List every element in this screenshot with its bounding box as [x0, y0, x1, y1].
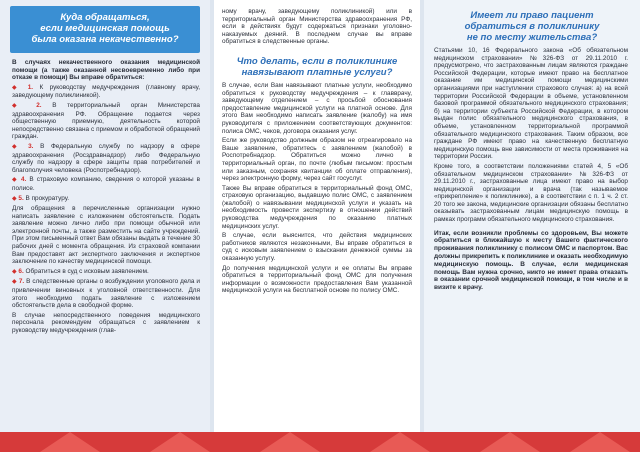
- footer-triangle: [40, 432, 100, 452]
- list-item: ◆ 4. В страховую компанию, сведения о которой указаны в полисе.: [12, 176, 200, 192]
- list-item: ◆ 6. Обратиться в суд с исковым заявлением.: [12, 267, 149, 275]
- column-left: [0, 0, 210, 432]
- middle-paragraph: В случае, если Вам навязывают платные услуги, необходимо обратиться к руководству медучреждения – к главврачу, заведующему отделением – с просьбой обоснования предоставление медицинской услуги на платной основе. Для этого Вам необходимо написать заявление (жалобу) на имя руководителя с приложением соответствующих документов: полиса ОМС, чеков, договора оказания услуг.: [222, 81, 412, 135]
- list-item: ◆ 2. В территориальный орган Министерства здравоохранения РФ. Обращение подается через общественную приемную, деятельность которой непосредственно связана с приемом и обработкой обращений граждан.: [12, 101, 200, 141]
- footer-triangle: [260, 432, 320, 452]
- list-item: ◆ 3. В Федеральную службу по надзору в сфере здравоохранения (Росздравнадзор) либо Федеральную службу по надзору в сфере защиты прав потребителей и благополучия человека (Роспотребнадзор).: [12, 142, 200, 174]
- column-right: [424, 0, 640, 432]
- left-title-banner: [10, 6, 200, 53]
- list-item: ◆ 1. К руководству медучреждения (главному врачу, заведующему поликлиникой).: [12, 83, 200, 100]
- middle-heading-line: навязывают платные услуги?: [241, 66, 393, 78]
- left-title-line: была оказана некачественно?: [31, 34, 179, 45]
- diamond-bullet-icon: ◆: [12, 279, 17, 286]
- footer-triangle: [570, 432, 630, 452]
- middle-paragraph: До получения медицинской услуги и ее оплаты Вы вправе обратиться в территориальный фонд ОМС для получения информации о возможности предоставления Вам указанной медицинской услуги на бесплатной основе по полису ОМС.: [222, 264, 412, 295]
- footer-band: [0, 432, 640, 452]
- footer-triangle: [370, 432, 430, 452]
- left-paragraph: В случае непосредственного поведения медицинского персонала рекомендуем обращаться с заявлением к руководству медучреждения (глав-: [12, 311, 200, 334]
- middle-paragraph: В случае, если выяснится, что действия медицинских работников являются незаконными, Вы вправе обратиться в суд с исковым заявлением о взыскании денежной суммы за оказанную услугу.: [222, 232, 412, 263]
- diamond-bullet-icon: ◆: [12, 195, 17, 202]
- diamond-bullet-icon: ◆: [12, 84, 22, 91]
- middle-heading: [220, 56, 414, 78]
- middle-paragraph: Если же руководство должным образом не отреагировало на Ваше заявление, обратитесь с заявлением (жалобой) в Роспотребнадзор. Обратиться можно лично в территориальный орган, по почте (любым письмом: простым или заказным, сохраняя квитанции об оплате отправления), через электронную форму, через сайт госуслуг.: [222, 137, 412, 183]
- right-heading: [430, 10, 634, 43]
- middle-heading-line: Что делать, если в поликлинике: [236, 55, 398, 67]
- right-heading-line: не по месту жительства?: [466, 32, 598, 43]
- list-item: ◆ 7. В следственные органы о возбуждении уголовного дела и привлечении виновных к уголовной ответственности. Для этого необходимо подать заявление с изложением обстоятельств дела в свободной форме.: [12, 278, 201, 310]
- right-conclusion: Итак, если возникли проблемы со здоровьем, Вы можете обратиться в ближайшую к месту Вашего фактического проживания поликлинику с полисом ОМС и паспортом. Вас должны прикрепить к поликлинике и оказать необходимую медицинскую помощь. В случае, если медицинская помощь Вам нужна срочно, никто не имеет права отказать в оказании срочной медицинской помощи, в том числе и в визите к врачу.: [434, 229, 628, 292]
- diamond-bullet-icon: ◆: [12, 268, 17, 275]
- footer-triangle: [150, 432, 210, 452]
- left-intro: В случаях некачественного оказания медицинской помощи (а также оказанной несвоевременно либо при отказе в помощи) Вы вправе обратиться:: [12, 59, 200, 82]
- column-middle: [214, 0, 420, 432]
- right-heading-line: обратиться в поликлинику: [464, 21, 600, 32]
- left-paragraph: Для обращения в перечисленные организации нужно написать заявление с изложением обстоятельств. Подать заявление можно лично либо при помощи обычной или электронной почты, а также разместить на сайте учреждений. При этом письменный ответ Вам обязаны выдать в течение 30 рабочих дней с момента обращения. Из страховой компании Вам предоставят акт экспертного заключения и экспертное заключение по качеству медицинской помощи.: [12, 205, 200, 266]
- right-paragraph: Кроме того, в соответствии положениями статей 4, 5 «Об обязательном медицинском страховании» №326-ФЗ от 29.11.2010 г., застрахованные лица имеют право на выбор медицинской организации и врача (так называемое «прикрепление» к поликлинике), а в соответствии с п. 1 ч. 2 ст. 20 того же закона, медицинские организации обязаны бесплатно оказывать застрахованным лицам медицинскую помощь в рамках программ обязательного медицинского страхования.: [434, 162, 628, 224]
- footer-triangle: [480, 432, 540, 452]
- right-heading-line: Имеет ли право пациент: [470, 10, 594, 21]
- left-title-line: если медицинская помощь: [40, 23, 170, 34]
- list-item: ◆ 5. В прокуратуру.: [12, 194, 70, 202]
- middle-paragraph: Также Вы вправе обратиться в территориальный фонд ОМС, страховую организацию, выдавшую полис ОМС, с заявлением (жалобой) о навязывании медицинской услуги и указать на необходимость провести экспертизу в отношении действий руководства медучреждения по оказанию платных медицинских услуг.: [222, 184, 412, 230]
- diamond-bullet-icon: ◆: [12, 143, 22, 150]
- diamond-bullet-icon: ◆: [12, 177, 18, 184]
- middle-top-paragraph: ному врачу, заведующему поликлиникой) или в территориальный орган Министерства здравоохранения РФ, если в действиях будут содержаться признаки уголовно-наказуемых деяний. В последнем случае вы вправе обратиться в следственные органы.: [222, 8, 412, 46]
- diamond-bullet-icon: ◆: [12, 102, 26, 109]
- right-paragraph: Статьями 10, 16 Федерального закона «Об обязательном медицинском страховании» №326-ФЗ от 29.11.2010 г. предусмотрено, что застрахованным лицам являются граждане Российской Федерации, которые имеют право на бесплатное оказание им медицинской помощи медицинскими организациями при наступлении страхового случая: а) на всей территории Российской Федерации в объеме, установленном базовой программой обязательного медицинского страхования; б) на территории субъекта Российской Федерации, в котором выдан полис обязательного медицинского страхования, в объеме, установленном территориальной программой обязательного медицинского страхования. Таким образом, все граждане РФ имеют право на качественную бесплатную медицинскую помощь вне зависимости от места проживания на территории России.: [434, 47, 628, 161]
- left-title-line: Куда обращаться,: [60, 12, 150, 23]
